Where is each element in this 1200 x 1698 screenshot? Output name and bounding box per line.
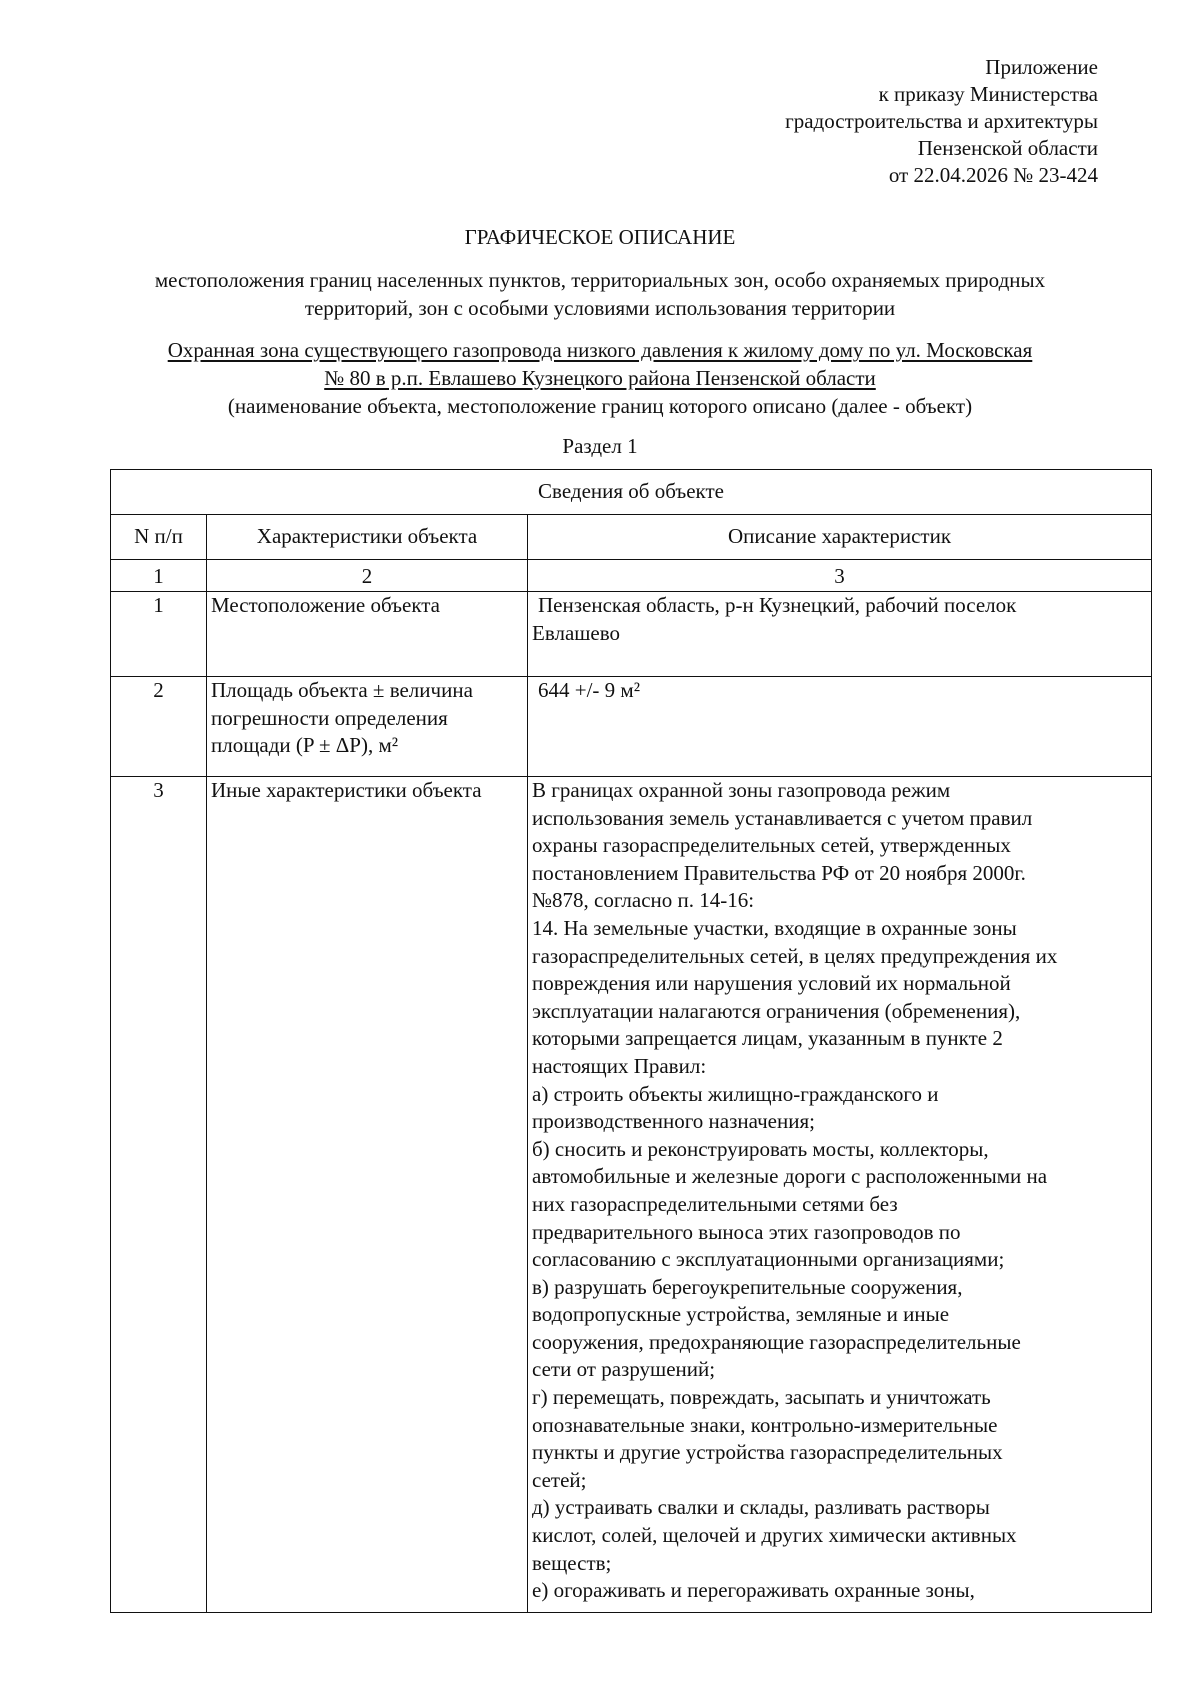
table-row [111,592,1152,677]
row-desc-line: эксплуатации налагаются ограничения (обременения), [532,998,1021,1023]
row-desc-line: них газораспределительными сетями без [532,1191,898,1216]
row-description [528,592,1152,677]
row-number: 3 [111,777,207,1613]
document-title: ГРАФИЧЕСКОЕ ОПИСАНИЕ [464,225,736,249]
row-name-line: погрешности определения [211,705,448,730]
row-name-line: Местоположение объекта [211,593,441,617]
row-number: 1 [111,592,207,677]
row-desc-line: газораспределительных сетей, в целях предупреждения их [532,943,1058,968]
column-number-row [111,560,1152,592]
row-name-line: Площадь объекта ± величина [211,678,473,702]
row-desc-line: №878, согласно п. 14-16: [532,888,755,913]
row-desc-line: б) сносить и реконструировать мосты, коллекторы, [532,1136,989,1161]
row-name-line: Иные характеристики объекта [211,778,482,802]
row-desc-line: д) устраивать свалки и склады, разливать растворы [532,1495,990,1520]
row-description [528,677,1152,777]
row-desc-line: автомобильные и железные дороги с расположенными на [532,1164,1048,1189]
object-info-table [110,469,1152,1613]
row-name [207,592,528,677]
row-desc-line: сооружения, предохраняющие газораспределительные [532,1329,1021,1354]
appendix-line: Приложение [985,55,1098,79]
row-desc-line: а) строить объекты жилищно-гражданского и [532,1081,939,1106]
appendix-line: Пензенской области [917,136,1098,160]
row-desc-line: предварительного выноса этих газопроводов по [532,1219,961,1244]
row-desc-line: сети от разрушений; [532,1357,716,1382]
row-desc-line: опознавательные знаки, контрольно-измерительные [532,1412,998,1437]
row-desc-line: веществ; [532,1550,612,1575]
row-desc-line: г) перемещать, повреждать, засыпать и уничтожать [532,1385,991,1410]
column-number: 1 [111,560,207,592]
row-desc-line: 14. На земельные участки, входящие в охранные зоны [532,915,1017,940]
row-desc-line: пункты и другие устройства газораспределительных [532,1440,1003,1465]
row-desc-line: использования земель устанавливается с учетом правил [532,805,1033,830]
subtitle-line: территорий, зон с особыми условиями использования территории [304,296,896,320]
row-name [207,677,528,777]
object-name-block [100,336,1100,420]
row-description [528,777,1152,1613]
row-desc-line: Евлашево [532,620,621,645]
row-desc-line: кислот, солей, щелочей и других химически активных [532,1523,1017,1548]
appendix-line: к приказу Министерства [878,82,1098,106]
header-cell: N п/п [111,515,207,560]
row-name [207,777,528,1613]
row-desc-line: постановлением Правительства РФ от 20 ноября 2000г. [532,860,1026,885]
column-number: 3 [528,560,1152,592]
header-cell: Описание характеристик [528,515,1152,560]
row-desc-line: повреждения или нарушения условий их нормальной [532,971,1011,996]
row-desc-line: сетей; [532,1467,587,1492]
row-desc-line: 644 +/- 9 м² [538,678,641,702]
document-subtitle [100,266,1100,322]
table-row [111,677,1152,777]
column-number: 2 [207,560,528,592]
row-desc-line: В границах охранной зоны газопровода режим [532,778,951,802]
object-name-line: № 80 в р.п. Евлашево Кузнецкого района Пензенской области [324,366,876,390]
section-heading: Раздел 1 [562,434,638,458]
table-header-row [111,515,1152,560]
table-row [111,777,1152,1613]
subtitle-line: местоположения границ населенных пунктов, территориальных зон, особо охраняемых природных [154,268,1046,292]
row-desc-line: которыми запрещается лицам, указанным в пункте 2 [532,1026,1003,1051]
appendix-line: градостроительства и архитектуры [785,109,1098,133]
row-desc-line: производственного назначения; [532,1109,815,1134]
header-cell: Характеристики объекта [207,515,528,560]
row-desc-line: водопропускные устройства, земляные и иные [532,1302,950,1327]
row-desc-line: е) огораживать и перегораживать охранные зоны, [532,1578,975,1603]
object-name-line: Охранная зона существующего газопровода низкого давления к жилому дому по ул. Московская [167,338,1033,362]
appendix-block [785,54,1098,189]
row-desc-line: Пензенская область, р-н Кузнецкий, рабочий поселок [538,593,1017,617]
row-number: 2 [111,677,207,777]
row-desc-line: настоящих Правил: [532,1053,707,1078]
row-desc-line: согласованию с эксплуатационными организациями; [532,1247,1005,1272]
row-name-line: площади (P ± ΔP), м² [211,733,399,758]
table-caption-row [111,470,1152,515]
object-name-caption: (наименование объекта, местоположение границ которого описано (далее - объект) [227,394,973,418]
row-desc-line: охраны газораспределительных сетей, утвержденных [532,833,1011,858]
row-desc-line: в) разрушать берегоукрепительные сооружения, [532,1274,963,1299]
appendix-line: от 22.04.2026 № 23-424 [888,163,1098,187]
table-caption: Сведения об объекте [111,470,1152,515]
